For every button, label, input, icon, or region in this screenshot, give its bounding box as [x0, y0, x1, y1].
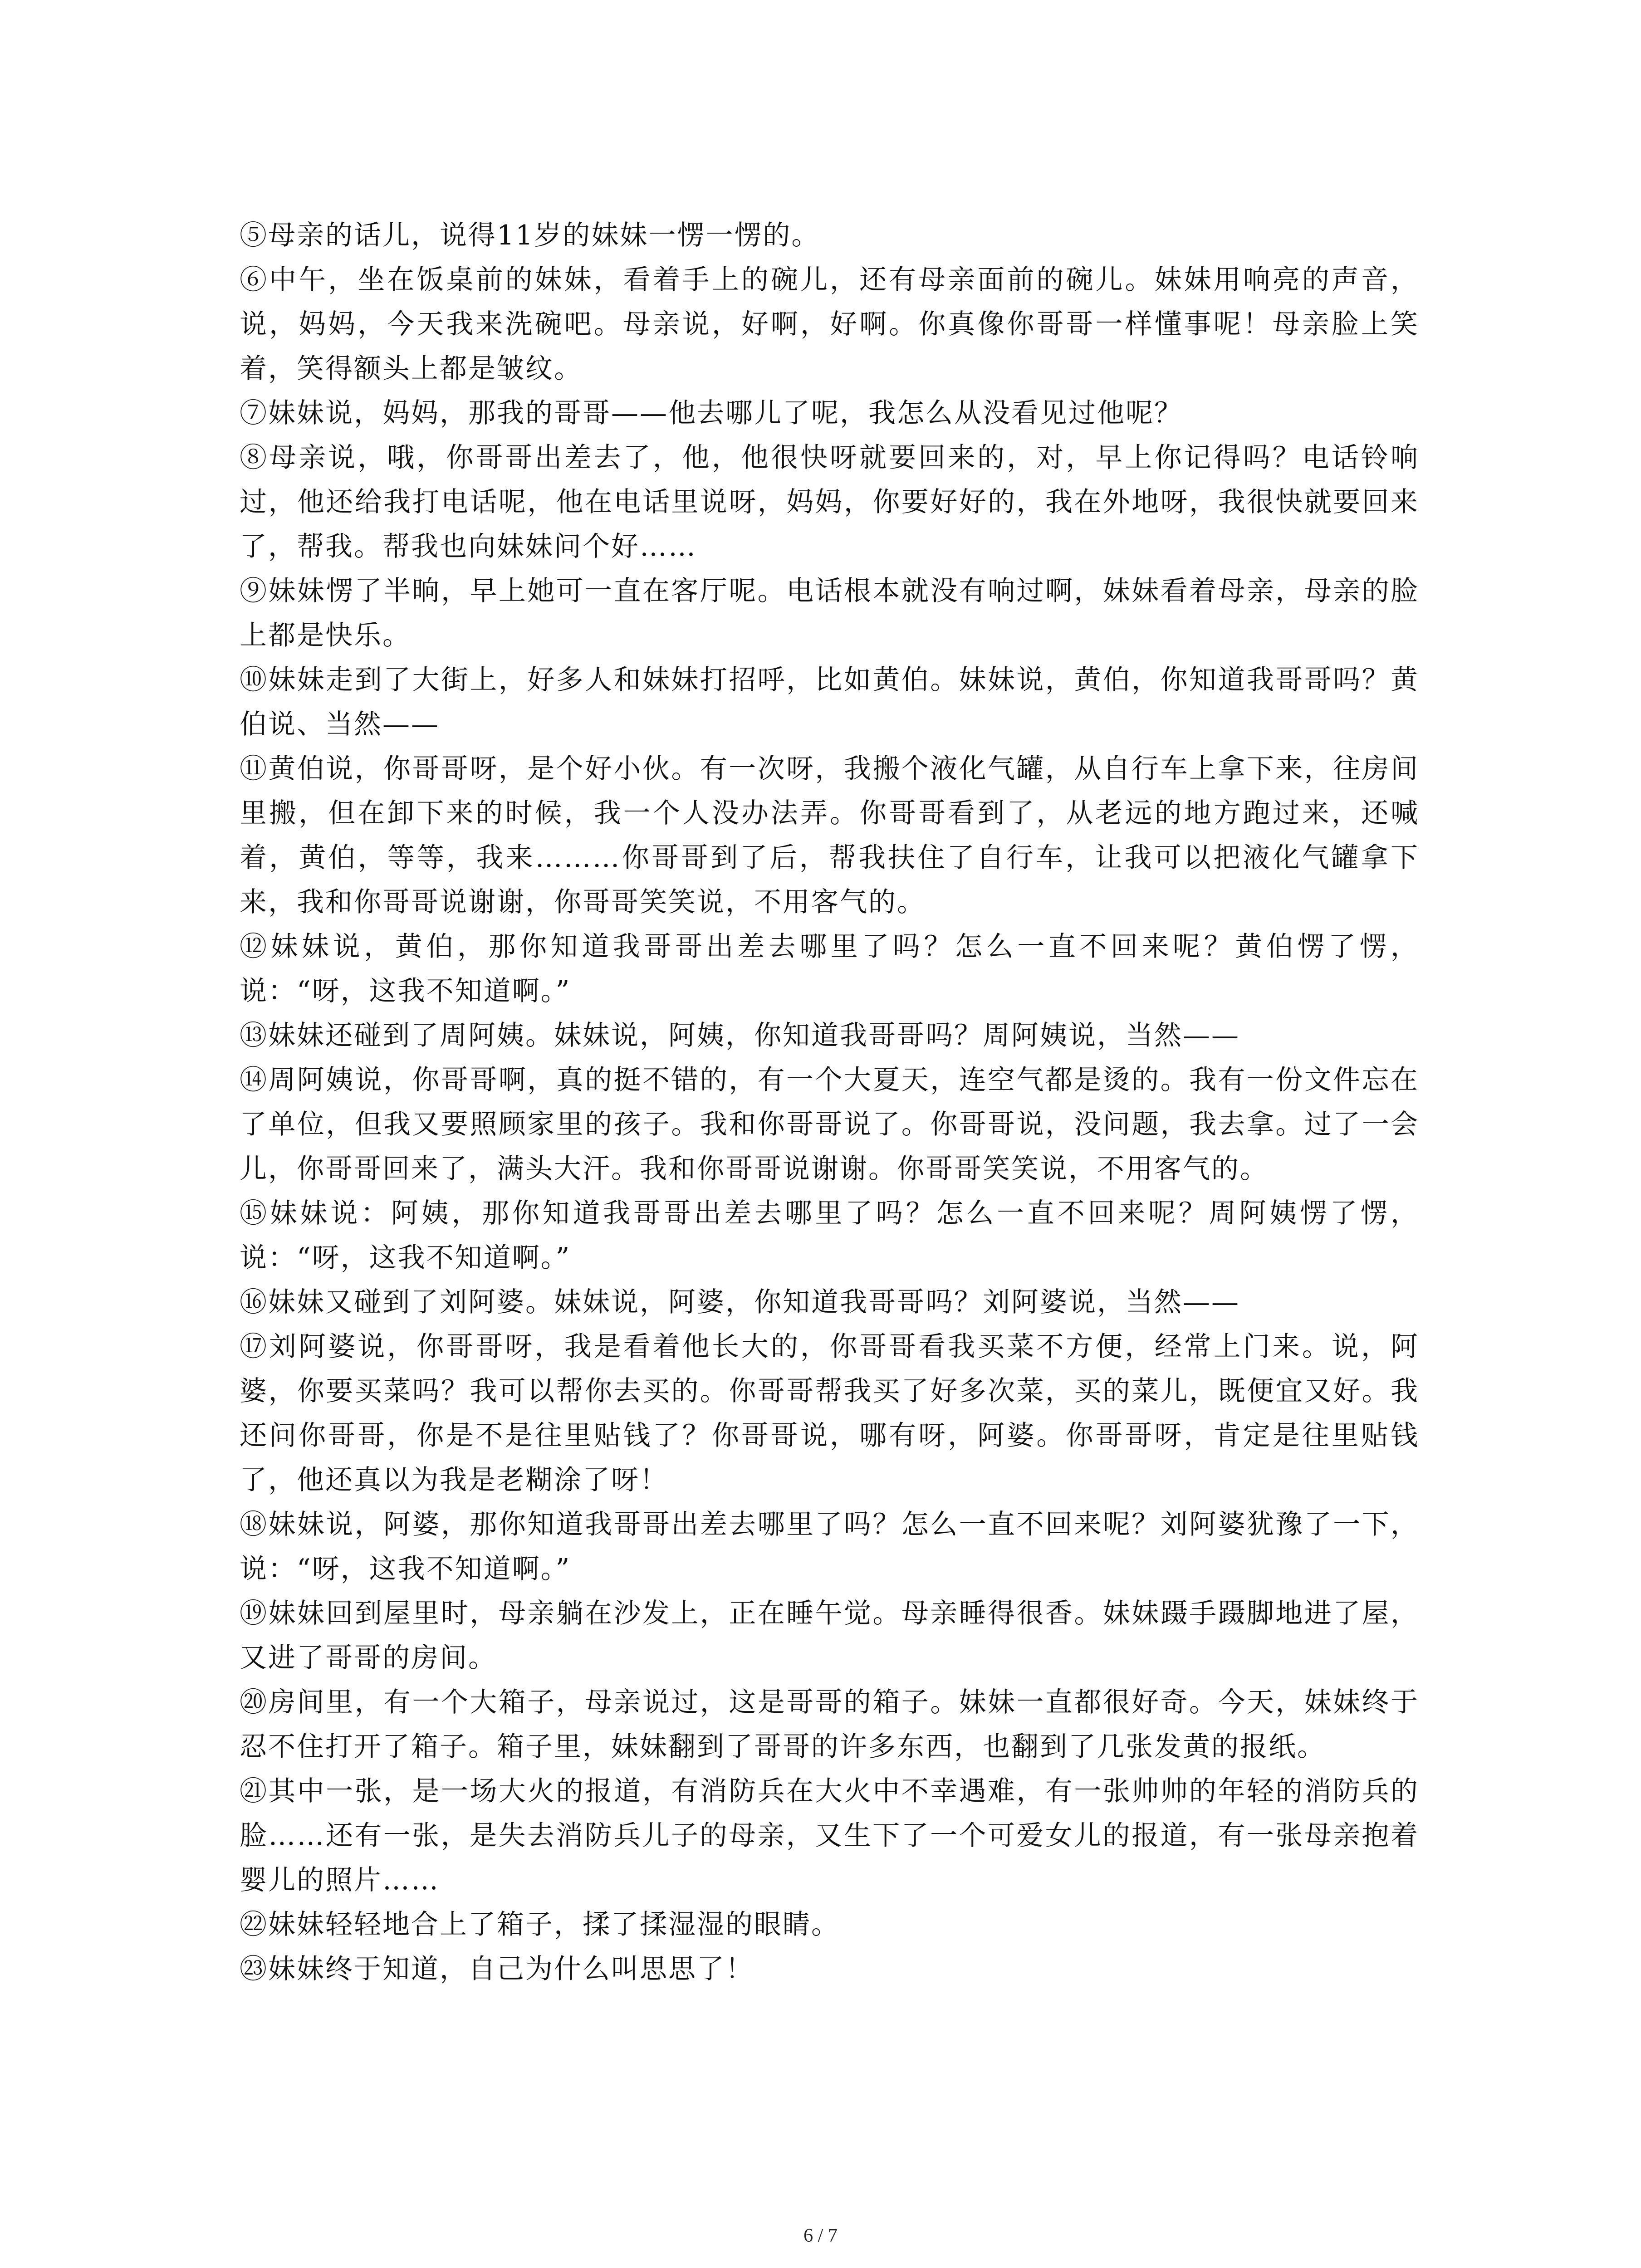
paragraph-22: ㉒妹妹轻轻地合上了箱子，揉了揉湿湿的眼睛。 — [240, 1909, 840, 1941]
paragraph-18: ⑱妹妹说，阿婆，那你知道我哥哥出差去哪里了吗？怎么一直不回来呢？刘阿婆犹豫了一下，说：“呀，这我不知道啊。” — [240, 1509, 1419, 1585]
paragraph-8: ⑧母亲说，哦，你哥哥出差去了，他，他很快呀就要回来的，对，早上你记得吗？电话铃响过，他还给我打电话呢，他在电话里说呀，妈妈，你要好好的，我在外地呀，我很快就要回来了，帮我。帮我也向妹妹问个好…… — [240, 442, 1419, 562]
paragraph-19: ⑲妹妹回到屋里时，母亲躺在沙发上，正在睡午觉。母亲睡得很香。妹妹蹑手蹑脚地进了屋，又进了哥哥的房间。 — [240, 1598, 1419, 1674]
paragraph-7: ⑦妹妹说，妈妈，那我的哥哥——他去哪儿了呢，我怎么从没看见过他呢？ — [240, 397, 1183, 429]
paragraph-21: ㉑其中一张，是一场大火的报道，有消防兵在大火中不幸遇难，有一张帅帅的年轻的消防兵的脸……还有一张，是失去消防兵儿子的母亲，又生下了一个可爱女儿的报道，有一张母亲抱着婴儿的照片…… — [240, 1775, 1419, 1896]
paragraph-16: ⑯妹妹又碰到了刘阿婆。妹妹说，阿婆，你知道我哥哥吗？刘阿婆说，当然—— — [240, 1286, 1240, 1318]
paragraph-13: ⑬妹妹还碰到了周阿姨。妹妹说，阿姨，你知道我哥哥吗？周阿姨说，当然—— — [240, 1020, 1240, 1051]
paragraph-10: ⑩妹妹走到了大街上，好多人和妹妹打招呼，比如黄伯。妹妹说，黄伯，你知道我哥哥吗？黄伯说、当然—— — [240, 664, 1419, 740]
paragraph-9: ⑨妹妹愣了半晌，早上她可一直在客厅呢。电话根本就没有响过啊，妹妹看着母亲，母亲的脸上都是快乐。 — [240, 575, 1419, 651]
page-number: 6 / 7 — [803, 2225, 838, 2246]
paragraph-14: ⑭周阿姨说，你哥哥啊，真的挺不错的，有一个大夏天，连空气都是烫的。我有一份文件忘在了单位，但我又要照顾家里的孩子。我和你哥哥说了。你哥哥说，没问题，我去拿。过了一会儿，你哥哥回来了，满头大汗。我和你哥哥说谢谢。你哥哥笑笑说，不用客气的。 — [240, 1064, 1419, 1185]
paragraph-20: ⑳房间里，有一个大箱子，母亲说过，这是哥哥的箱子。妹妹一直都很好奇。今天，妹妹终于忍不住打开了箱子。箱子里，妹妹翻到了哥哥的许多东西，也翻到了几张发黄的报纸。 — [240, 1686, 1419, 1763]
paragraph-23: ㉓妹妹终于知道，自己为什么叫思思了！ — [240, 1953, 754, 1985]
paragraph-15: ⑮妹妹说：阿姨，那你知道我哥哥出差去哪里了吗？怎么一直不回来呢？周阿姨愣了愣，说：“呀，这我不知道啊。” — [240, 1198, 1419, 1274]
paragraph-12: ⑫妹妹说，黄伯，那你知道我哥哥出差去哪里了吗？怎么一直不回来呢？黄伯愣了愣，说：“呀，这我不知道啊。” — [240, 931, 1419, 1007]
paragraph-17: ⑰刘阿婆说，你哥哥呀，我是看着他长大的，你哥哥看我买菜不方便，经常上门来。说，阿婆，你要买菜吗？我可以帮你去买的。你哥哥帮我买了好多次菜，买的菜儿，既便宜又好。我还问你哥哥，你是不是往里贴钱了？你哥哥说，哪有呀，阿婆。你哥哥呀，肯定是往里贴钱了，他还真以为我是老糊涂了呀！ — [240, 1331, 1419, 1496]
paragraph-5: ⑤母亲的话儿，说得11岁的妹妹一愣一愣的。 — [240, 220, 820, 251]
document-body — [240, 213, 1419, 1991]
paragraph-6: ⑥中午，坐在饭桌前的妹妹，看着手上的碗儿，还有母亲面前的碗儿。妹妹用响亮的声音，说，妈妈，今天我来洗碗吧。母亲说，好啊，好啊。你真像你哥哥一样懂事呢！母亲脸上笑着，笑得额头上都是皱纹。 — [240, 264, 1419, 385]
paragraph-11: ⑪黄伯说，你哥哥呀，是个好小伙。有一次呀，我搬个液化气罐，从自行车上拿下来，往房间里搬，但在卸下来的时候，我一个人没办法弄。你哥哥看到了，从老远的地方跑过来，还喊着，黄伯，等等，我来………你哥哥到了后，帮我扶住了自行车，让我可以把液化气罐拿下来，我和你哥哥说谢谢，你哥哥笑笑说，不用客气的。 — [240, 753, 1419, 918]
